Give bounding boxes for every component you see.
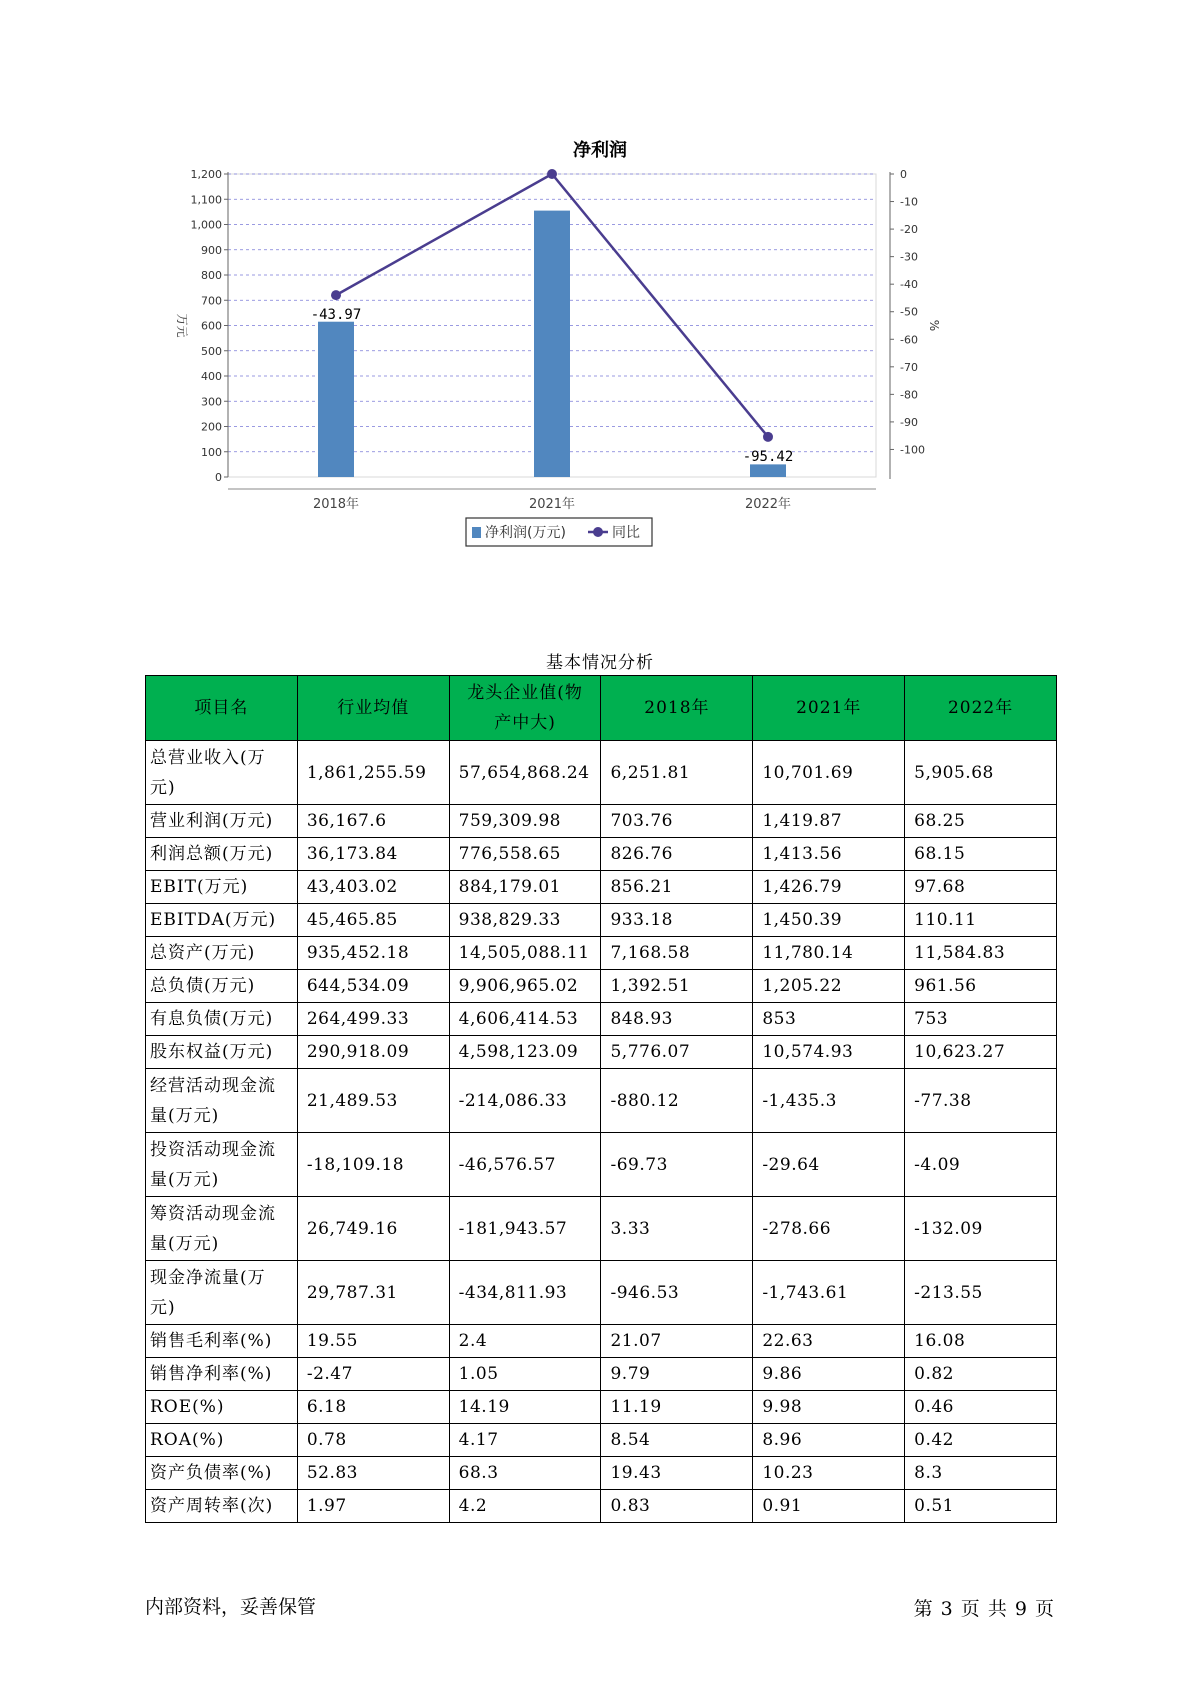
row-item-name: 筹资活动现金流量(万元)	[146, 1197, 298, 1261]
row-cell-value: -132.09	[905, 1197, 1057, 1261]
row-cell-value: 1,426.79	[753, 871, 905, 904]
row-cell-value: 4.2	[449, 1490, 601, 1523]
row-cell-value: 4.17	[449, 1424, 601, 1457]
row-cell-value: 0.91	[753, 1490, 905, 1523]
row-item-name: ROE(%)	[146, 1391, 298, 1424]
data-label: -43.97	[310, 307, 362, 324]
row-cell-value: 26,749.16	[297, 1197, 449, 1261]
chart-canvas	[170, 130, 1030, 600]
row-cell-value: 36,167.6	[297, 805, 449, 838]
y-right-axis-label: %	[927, 319, 941, 332]
header-leader-value: 龙头企业值(物产中大)	[449, 676, 601, 741]
row-cell-value: 16.08	[905, 1325, 1057, 1358]
row-cell-value: 8.96	[753, 1424, 905, 1457]
row-cell-value: 0.83	[601, 1490, 753, 1523]
row-cell-value: 8.54	[601, 1424, 753, 1457]
table-row	[146, 937, 1057, 970]
row-cell-value: 884,179.01	[449, 871, 601, 904]
row-cell-value: -880.12	[601, 1069, 753, 1133]
y-right-tick-label: -70	[900, 360, 918, 374]
row-cell-value: 19.55	[297, 1325, 449, 1358]
row-cell-value: 933.18	[601, 904, 753, 937]
y-tick-label: 900	[201, 243, 222, 257]
row-cell-value: 110.11	[905, 904, 1057, 937]
table-row	[146, 838, 1057, 871]
row-cell-value: 7,168.58	[601, 937, 753, 970]
table-header-row	[146, 676, 1057, 741]
row-cell-value: 0.51	[905, 1490, 1057, 1523]
row-item-name: 销售净利率(%)	[146, 1358, 298, 1391]
row-cell-value: -29.64	[753, 1133, 905, 1197]
row-cell-value: 43,403.02	[297, 871, 449, 904]
table-row	[146, 1490, 1057, 1523]
y-tick-label: 400	[201, 370, 222, 383]
header-2021: 2021年	[753, 676, 905, 741]
row-cell-value: 1.97	[297, 1490, 449, 1523]
row-cell-value: 57,654,868.24	[449, 741, 601, 805]
row-cell-value: -181,943.57	[449, 1197, 601, 1261]
row-cell-value: 9,906,965.02	[449, 970, 601, 1003]
row-item-name: 利润总额(万元)	[146, 838, 298, 871]
header-2018: 2018年	[601, 676, 753, 741]
table-caption: 基本情况分析	[546, 653, 654, 673]
row-cell-value: 11.19	[601, 1391, 753, 1424]
row-cell-value: 0.46	[905, 1391, 1057, 1424]
row-cell-value: 29,787.31	[297, 1261, 449, 1325]
row-cell-value: -278.66	[753, 1197, 905, 1261]
header-industry-avg: 行业均值	[297, 676, 449, 741]
row-cell-value: -2.47	[297, 1358, 449, 1391]
row-cell-value: 68.3	[449, 1457, 601, 1490]
line-point-yoy	[547, 169, 557, 179]
row-cell-value: 52.83	[297, 1457, 449, 1490]
row-cell-value: 19.43	[601, 1457, 753, 1490]
row-cell-value: -69.73	[601, 1133, 753, 1197]
row-item-name: 股东权益(万元)	[146, 1036, 298, 1069]
row-cell-value: 8.3	[905, 1457, 1057, 1490]
row-cell-value: 0.78	[297, 1424, 449, 1457]
row-cell-value: 14.19	[449, 1391, 601, 1424]
row-cell-value: 1.05	[449, 1358, 601, 1391]
row-cell-value: 45,465.85	[297, 904, 449, 937]
row-cell-value: 1,419.87	[753, 805, 905, 838]
table-row	[146, 805, 1057, 838]
row-cell-value: 5,776.07	[601, 1036, 753, 1069]
y-tick-label: 1,100	[190, 193, 222, 207]
row-cell-value: 9.79	[601, 1358, 753, 1391]
row-cell-value: 290,918.09	[297, 1036, 449, 1069]
row-item-name: 销售毛利率(%)	[146, 1325, 298, 1358]
y-right-tick-label: -30	[900, 250, 918, 264]
row-cell-value: -214,086.33	[449, 1069, 601, 1133]
y-tick-label: 200	[201, 420, 222, 434]
table-row	[146, 1133, 1057, 1197]
row-item-name: 总营业收入(万元)	[146, 741, 298, 805]
table-row	[146, 1003, 1057, 1036]
line-point-yoy	[763, 432, 773, 442]
row-cell-value: 0.82	[905, 1358, 1057, 1391]
row-item-name: 营业利润(万元)	[146, 805, 298, 838]
footer-confidential-note: 内部资料，妥善保管	[145, 1596, 317, 1618]
row-cell-value: -46,576.57	[449, 1133, 601, 1197]
row-cell-value: 753	[905, 1003, 1057, 1036]
y-right-tick-label: -60	[900, 333, 918, 347]
row-item-name: 总负债(万元)	[146, 970, 298, 1003]
row-item-name: 有息负债(万元)	[146, 1003, 298, 1036]
row-item-name: EBITDA(万元)	[146, 904, 298, 937]
row-cell-value: 776,558.65	[449, 838, 601, 871]
y-tick-label: 1,000	[190, 218, 222, 232]
row-cell-value: 644,534.09	[297, 970, 449, 1003]
row-item-name: 资产负债率(%)	[146, 1457, 298, 1490]
row-cell-value: 856.21	[601, 871, 753, 904]
row-cell-value: 935,452.18	[297, 937, 449, 970]
bar-net-profit	[534, 211, 570, 477]
y-tick-label: 800	[201, 269, 222, 282]
row-cell-value: 1,392.51	[601, 970, 753, 1003]
row-cell-value: 0.42	[905, 1424, 1057, 1457]
bar-net-profit	[750, 464, 786, 477]
y-tick-label: 100	[201, 445, 222, 459]
row-cell-value: 21,489.53	[297, 1069, 449, 1133]
row-cell-value: 11,584.83	[905, 937, 1057, 970]
row-cell-value: -434,811.93	[449, 1261, 601, 1325]
bar-net-profit	[318, 322, 354, 477]
row-cell-value: -1,435.3	[753, 1069, 905, 1133]
row-item-name: EBIT(万元)	[146, 871, 298, 904]
row-cell-value: 10.23	[753, 1457, 905, 1490]
row-cell-value: 4,598,123.09	[449, 1036, 601, 1069]
y-right-tick-label: 0	[900, 168, 907, 181]
table-row	[146, 1069, 1057, 1133]
header-2022: 2022年	[905, 676, 1057, 741]
table-row	[146, 1391, 1057, 1424]
legend-bar-label: 净利润(万元)	[485, 525, 566, 541]
row-cell-value: 97.68	[905, 871, 1057, 904]
row-item-name: 现金净流量(万元)	[146, 1261, 298, 1325]
row-cell-value: 10,701.69	[753, 741, 905, 805]
header-item-name: 项目名	[146, 676, 298, 741]
table-row	[146, 1261, 1057, 1325]
row-cell-value: -1,743.61	[753, 1261, 905, 1325]
table-row	[146, 904, 1057, 937]
y-right-tick-label: -50	[900, 305, 918, 319]
legend-line-marker	[593, 527, 603, 537]
table-row	[146, 970, 1057, 1003]
y-right-tick-label: -40	[900, 278, 918, 292]
legend-bar-swatch	[472, 527, 481, 538]
y-right-tick-label: -20	[900, 223, 918, 237]
row-cell-value: 9.86	[753, 1358, 905, 1391]
row-cell-value: -18,109.18	[297, 1133, 449, 1197]
row-cell-value: 264,499.33	[297, 1003, 449, 1036]
table-row	[146, 1424, 1057, 1457]
row-cell-value: 22.63	[753, 1325, 905, 1358]
row-cell-value: 11,780.14	[753, 937, 905, 970]
chart-title: 净利润	[573, 140, 627, 161]
table-row	[146, 1325, 1057, 1358]
row-cell-value: 21.07	[601, 1325, 753, 1358]
y-tick-label: 0	[215, 471, 222, 484]
row-cell-value: 1,205.22	[753, 970, 905, 1003]
chart-bars	[318, 211, 786, 477]
y-right-tick-label: -100	[900, 443, 925, 457]
table-row	[146, 1358, 1057, 1391]
analysis-table	[145, 675, 1057, 1523]
row-cell-value: 36,173.84	[297, 838, 449, 871]
row-cell-value: -213.55	[905, 1261, 1057, 1325]
row-cell-value: 848.93	[601, 1003, 753, 1036]
row-item-name: 经营活动现金流量(万元)	[146, 1069, 298, 1133]
row-cell-value: 826.76	[601, 838, 753, 871]
y-right-tick-label: -10	[900, 195, 918, 209]
row-cell-value: 68.25	[905, 805, 1057, 838]
row-cell-value: 10,623.27	[905, 1036, 1057, 1069]
table-row	[146, 1457, 1057, 1490]
row-item-name: 资产周转率(次)	[146, 1490, 298, 1523]
legend-line-label: 同比	[612, 525, 640, 541]
row-cell-value: 1,413.56	[753, 838, 905, 871]
table-body	[146, 741, 1057, 1523]
row-cell-value: 4,606,414.53	[449, 1003, 601, 1036]
row-cell-value: 853	[753, 1003, 905, 1036]
table-row	[146, 871, 1057, 904]
data-label: -95.42	[742, 448, 794, 465]
row-cell-value: 10,574.93	[753, 1036, 905, 1069]
y-tick-label: 700	[201, 294, 222, 308]
x-tick-label: 2022年	[744, 497, 792, 512]
row-cell-value: 6,251.81	[601, 741, 753, 805]
row-cell-value: 3.33	[601, 1197, 753, 1261]
row-item-name: ROA(%)	[146, 1424, 298, 1457]
table-row	[146, 1036, 1057, 1069]
y-right-tick-label: -90	[900, 415, 918, 429]
line-point-yoy	[331, 290, 341, 300]
row-cell-value: 9.98	[753, 1391, 905, 1424]
row-cell-value: 1,861,255.59	[297, 741, 449, 805]
row-cell-value: 938,829.33	[449, 904, 601, 937]
row-cell-value: 5,905.68	[905, 741, 1057, 805]
footer-page-number: 第 3 页 共 9 页	[913, 1598, 1055, 1620]
table-row	[146, 741, 1057, 805]
chart-legend	[466, 518, 652, 546]
row-cell-value: -77.38	[905, 1069, 1057, 1133]
y-axis-label: 万元	[175, 313, 189, 338]
y-right-tick-label: -80	[900, 388, 918, 402]
y-tick-label: 300	[201, 395, 222, 409]
row-item-name: 总资产(万元)	[146, 937, 298, 970]
row-item-name: 投资活动现金流量(万元)	[146, 1133, 298, 1197]
row-cell-value: 759,309.98	[449, 805, 601, 838]
y-tick-label: 1,200	[190, 168, 222, 181]
row-cell-value: 703.76	[601, 805, 753, 838]
x-tick-label: 2021年	[528, 497, 576, 512]
row-cell-value: -946.53	[601, 1261, 753, 1325]
row-cell-value: 1,450.39	[753, 904, 905, 937]
y-tick-label: 600	[201, 319, 222, 333]
row-cell-value: 14,505,088.11	[449, 937, 601, 970]
table-row	[146, 1197, 1057, 1261]
row-cell-value: 6.18	[297, 1391, 449, 1424]
y-tick-label: 500	[201, 344, 222, 358]
x-tick-label: 2018年	[312, 497, 360, 512]
row-cell-value: 961.56	[905, 970, 1057, 1003]
row-cell-value: 68.15	[905, 838, 1057, 871]
net-profit-chart	[170, 130, 1030, 600]
row-cell-value: 2.4	[449, 1325, 601, 1358]
row-cell-value: -4.09	[905, 1133, 1057, 1197]
